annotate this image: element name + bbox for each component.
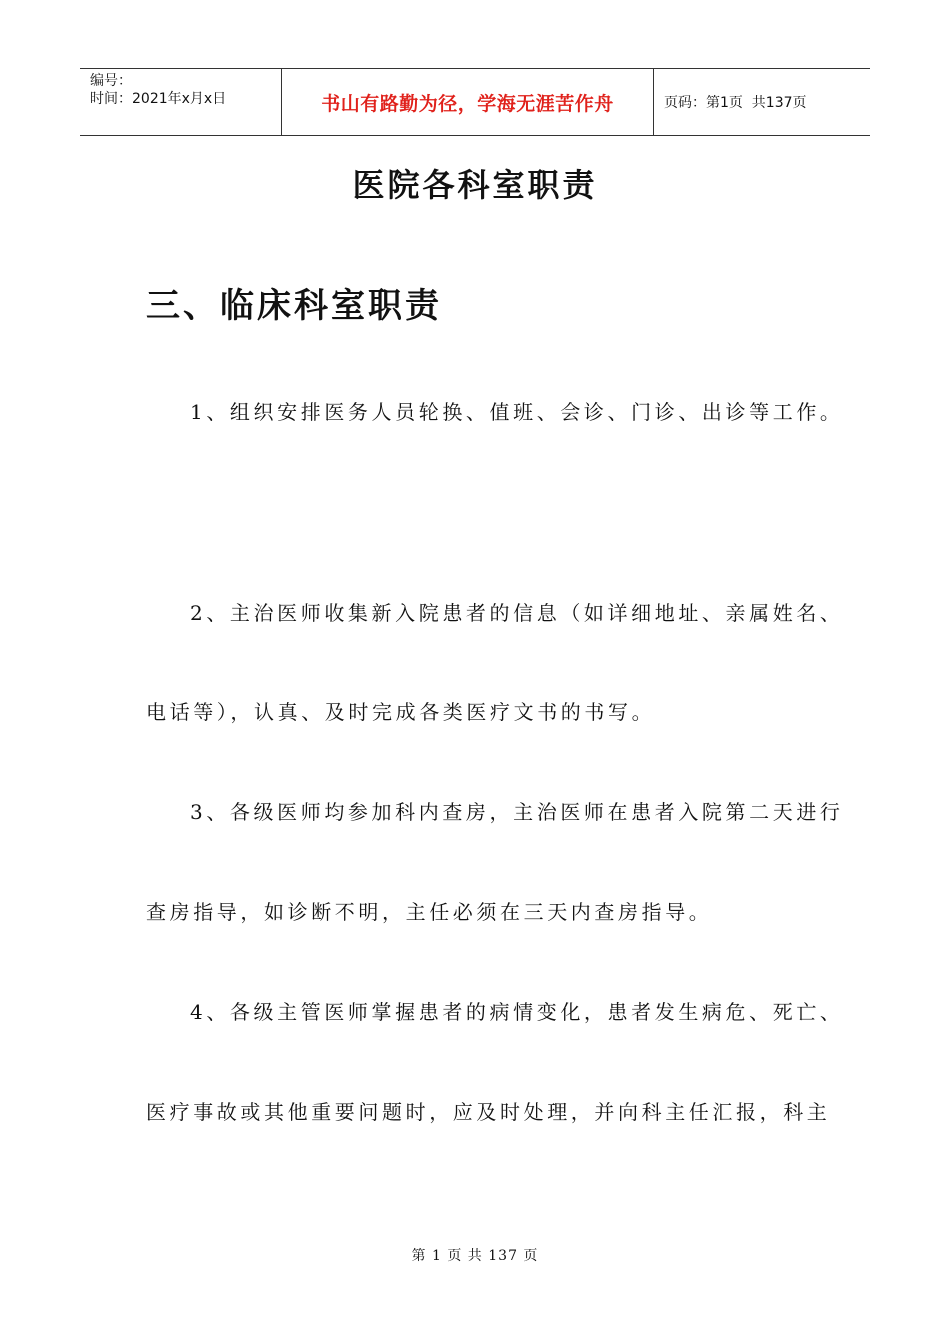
header-page-info: 页码：第1页 共137页 [664,95,807,111]
document-title: 医院各科室职责 [352,166,598,204]
document-date-label: 时间：2021年x月x日 [90,91,227,107]
paragraph-4-line-2: 医疗事故或其他重要问题时，应及时处理，并向科主任汇报，科主 [146,1100,831,1124]
paragraph-2-line-2: 电话等），认真、及时完成各类医疗文书的书写。 [146,700,656,724]
document-header [80,68,870,136]
document-number-label: 编号： [90,73,132,89]
paragraph-3-line-1: 3、各级医师均参加科内查房，主治医师在患者入院第二天进行 [190,800,844,824]
header-meta-cell [80,69,282,135]
page-footer: 第 1 页 共 137 页 [411,1248,539,1264]
header-motto: 书山有路勤为径，学海无涯苦作舟 [282,69,654,135]
paragraph-2-line-1: 2、主治医师收集新入院患者的信息（如详细地址、亲属姓名、 [190,601,844,625]
paragraph-4-line-1: 4、各级主管医师掌握患者的病情变化，患者发生病危、死亡、 [190,1000,844,1024]
section-heading: 三、临床科室职责 [146,286,442,326]
paragraph-1-line-1: 1、组织安排医务人员轮换、值班、会诊、门诊、出诊等工作。 [190,400,844,424]
paragraph-3-line-2: 查房指导，如诊断不明，主任必须在三天内查房指导。 [146,900,713,924]
